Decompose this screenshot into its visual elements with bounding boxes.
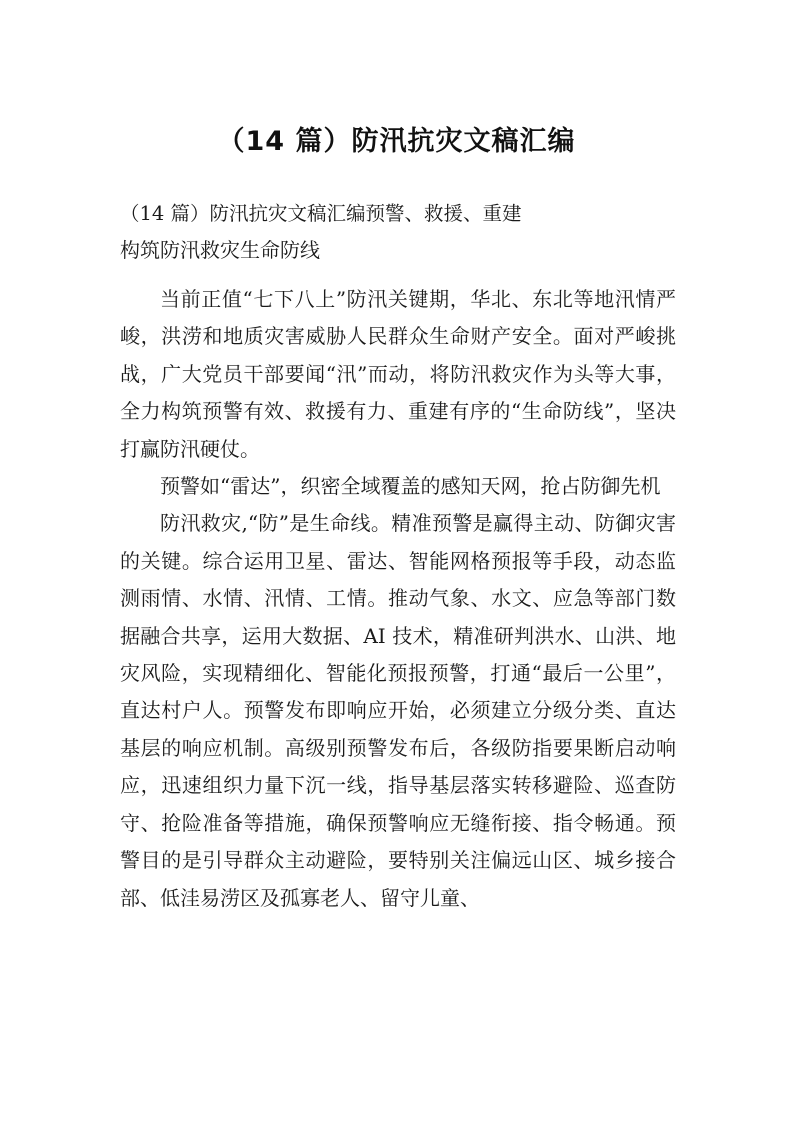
body-paragraphs	[120, 281, 676, 917]
paragraph-heading-warning: 预警如“雷达”，织密全域覆盖的感知天网，抢占防御先机	[160, 474, 661, 499]
subtitle-line-2: 构筑防汛救灾生命防线	[120, 238, 320, 262]
document-title: （14 篇）防汛抗灾文稿汇编	[217, 126, 576, 157]
subtitle-line-1: （14 篇）防汛抗灾文稿汇编预警、救援、重建	[120, 202, 522, 225]
paragraph-warning-body: 防汛救灾,“防”是生命线。精准预警是赢得主动、防御灾害的关键。综合运用卫星、雷达、智能网格预报等手段，动态监测雨情、水情、汛情、工情。推动气象、水文、应急等部门数据融合共享，运用大数据、AI 技术，精准研判洪水、山洪、地灾风险，实现精细化、智能化预报预警，打通“最后一公里”，直达村户人。预警发布即响应开始，必须建立分级分类、直达基层的响应机制。高级别预警发布后，各级防指要果断启动响应，迅速组织力量下沉一线，指导基层落实转移避险、巡查防守、抢险准备等措施，确保预警响应无缝衔接、指令畅通。预警目的是引导群众主动避险，要特别关注偏远山区、城乡接合部、低洼易涝区及孤寡老人、留守儿童、	[120, 511, 676, 910]
paragraph-intro: 当前正值“七下八上”防汛关键期，华北、东北等地汛情严峻，洪涝和地质灾害威胁人民群众生命财产安全。面对严峻挑战，广大党员干部要闻“汛”而动，将防汛救灾作为头等大事，全力构筑预警有效、救援有力、重建有序的“生命防线”，坚决打赢防汛硬仗。	[120, 287, 676, 461]
subtitle-block	[120, 196, 676, 268]
